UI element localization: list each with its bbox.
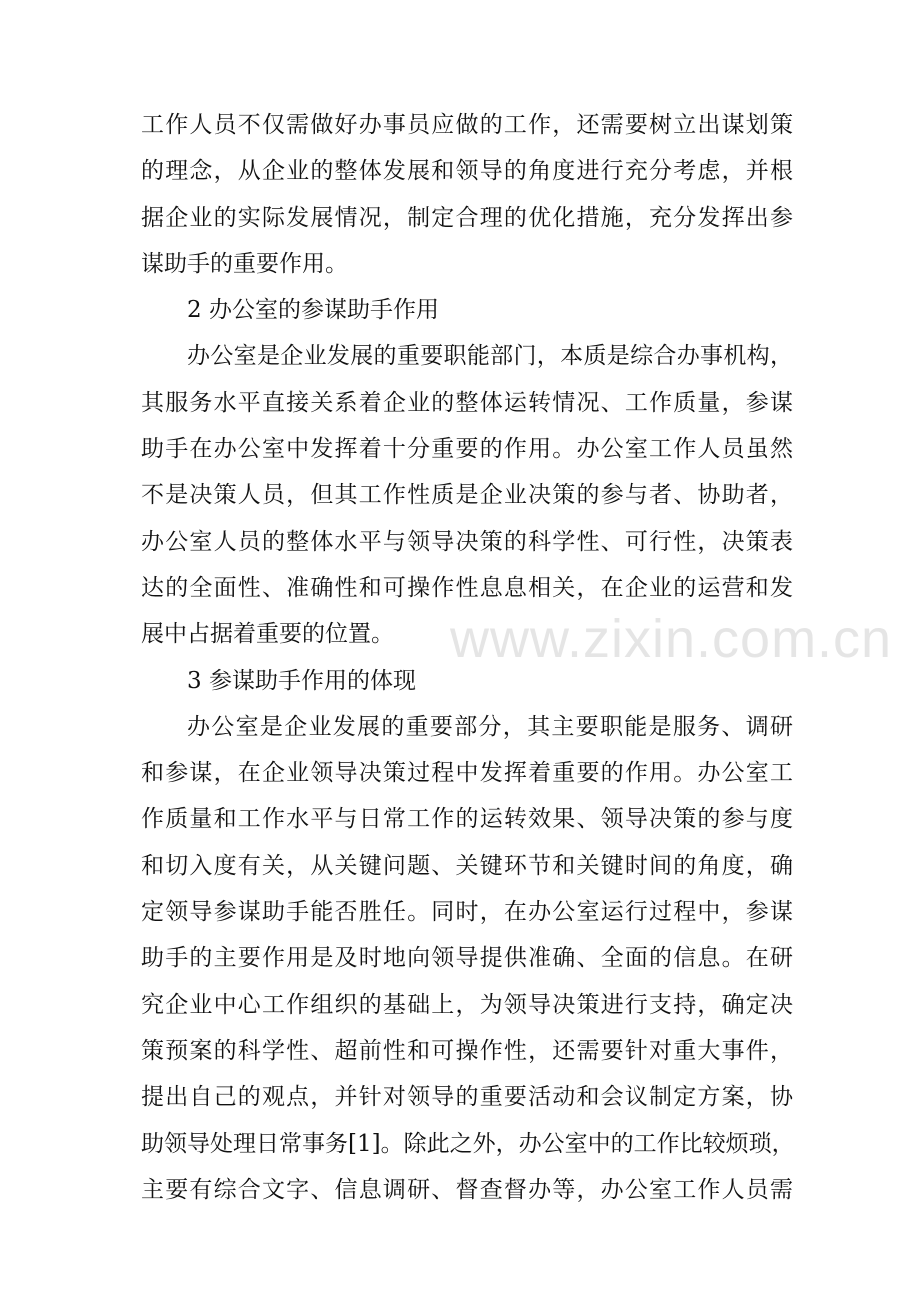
text-line: 提出自己的观点，并针对领导的重要活动和会议制定方案，协	[141, 1084, 793, 1111]
text-line: 展中占据着重要的位置。	[141, 621, 394, 648]
text-line: 策预案的科学性、超前性和可操作性，还需要针对重大事件，	[141, 1037, 793, 1064]
text-line: 办公室人员的整体水平与领导决策的科学性、可行性，决策表	[141, 528, 793, 555]
text-line: 其服务水平直接关系着企业的整体运转情况、工作质量，参谋	[141, 389, 793, 416]
text-line: 工作人员不仅需做好办事员应做的工作，还需要树立出谋划策	[141, 112, 793, 138]
section-heading: 3 参谋助手作用的体现	[187, 667, 416, 694]
text-line: 谋助手的重要作用。	[141, 250, 348, 277]
text-line: 定领导参谋助手能否胜任。同时，在办公室运行过程中，参谋	[141, 899, 793, 926]
text-line: 不是决策人员，但其工作性质是企业决策的参与者、协助者，	[141, 482, 793, 509]
text-line: 和参谋，在企业领导决策过程中发挥着重要的作用。办公室工	[141, 760, 793, 787]
text-line: 和切入度有关，从关键问题、关键环节和关键时间的角度，确	[141, 852, 793, 879]
text-line: 办公室是企业发展的重要部分，其主要职能是服务、调研	[187, 713, 793, 740]
text-line: 助手的主要作用是及时地向领导提供准确、全面的信息。在研	[141, 945, 793, 972]
watermark: www.zixin.com.cn	[450, 609, 893, 669]
text-line: 办公室是企业发展的重要职能部门，本质是综合办事机构，	[187, 343, 793, 370]
text-line: 据企业的实际发展情况，制定合理的优化措施，充分发挥出参	[141, 204, 793, 231]
section-heading: 2 办公室的参谋助手作用	[187, 297, 439, 324]
text-line: 主要有综合文字、信息调研、督查督办等，办公室工作人员需	[141, 1176, 793, 1203]
text-line: 助领导处理日常事务[1]。除此之外，办公室中的工作比较烦琐，	[141, 1130, 795, 1157]
text-line: 达的全面性、准确性和可操作性息息相关，在企业的运营和发	[141, 574, 793, 601]
text-line: 究企业中心工作组织的基础上，为领导决策进行支持，确定决	[141, 991, 793, 1018]
text-line: 助手在办公室中发挥着十分重要的作用。办公室工作人员虽然	[141, 436, 793, 463]
text-line: 的理念，从企业的整体发展和领导的角度进行充分考虑，并根	[141, 158, 793, 185]
text-line: 作质量和工作水平与日常工作的运转效果、领导决策的参与度	[141, 806, 793, 833]
document-body	[141, 107, 793, 1218]
